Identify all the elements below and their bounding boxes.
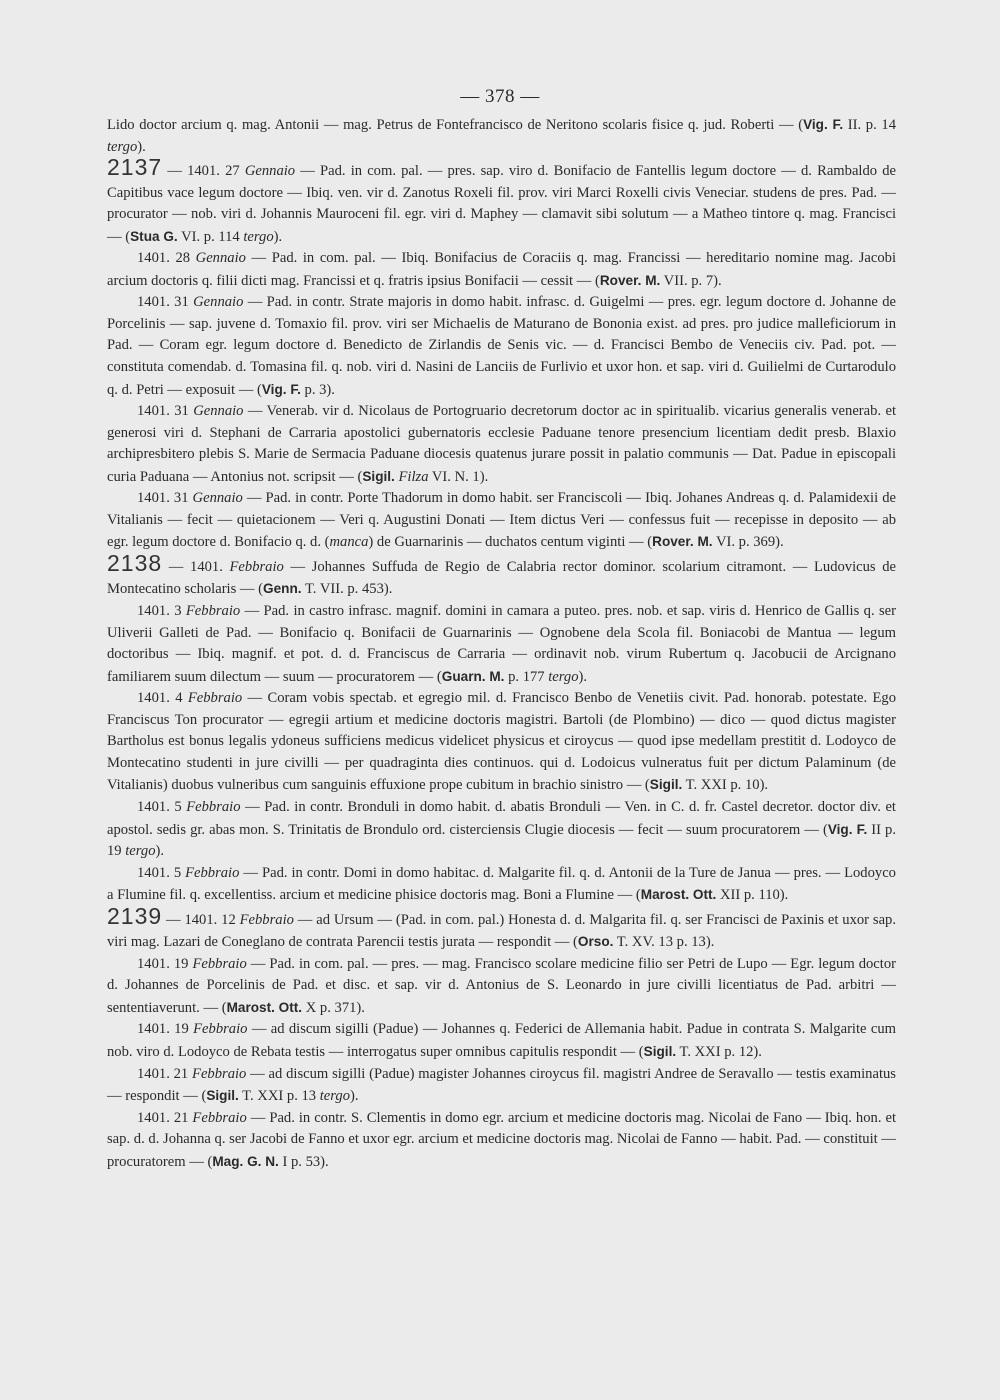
entry-date-month: Gennaio: [195, 250, 246, 267]
entry-text: XII p. 110).: [716, 887, 789, 904]
entry-date-month: Gennaio: [244, 163, 296, 180]
entry-text: ).: [350, 1088, 359, 1105]
entry-date-month: Febbraio: [185, 603, 241, 620]
document-entry: [107, 797, 896, 863]
entry-date-month: Gennaio: [193, 403, 244, 420]
entry-text: X p. 371).: [302, 999, 365, 1016]
archive-reference: Rover. M.: [599, 272, 661, 288]
entry-date-month: Febbraio: [239, 911, 294, 928]
archive-reference: Sigil.: [649, 777, 683, 793]
page-body: [107, 114, 896, 1173]
archive-reference: Marost. Ott.: [640, 887, 717, 903]
entry-text: T. XXI p. 13: [238, 1088, 320, 1105]
entry-text: II p. 19: [107, 821, 896, 860]
entry-text: — 1401. 12: [162, 911, 240, 928]
italic-text: tergo: [319, 1088, 350, 1105]
archive-reference: Stua G.: [130, 228, 178, 244]
entry-text: — ad discum sigilli (Padue) magister Johannes ciroycus fil. magistri Andree de Seravallo — testis examinatus — respondit — (: [107, 1065, 896, 1105]
entry-text: II. p. 14: [843, 117, 896, 133]
entry-text: — Pad. in contr. S. Clementis in domo egr. arcium et medicine doctoris mag. Nicolai de Fano — Ibiq. hon. et sap. d. d. Johanna q. ser Jacobi de Fanno et uxor egr. arcium et medicine doctoris mag. Nicolai de Fanno — habit. Pad. — constituit — procuratorem — (: [107, 1109, 896, 1170]
archive-reference: Orso.: [577, 934, 614, 950]
entry-text: p. 177: [504, 668, 549, 685]
page-number: — 378 —: [460, 86, 540, 107]
entry-text: T. VII. p. 453).: [301, 581, 393, 598]
document-entry: [107, 1064, 896, 1108]
entry-date-month: Gennaio: [193, 294, 244, 311]
entry-text: Lido doctor arcium q. mag. Antonii — mag. Petrus de Fontefrancisco de Neritono scolaris fisice q. jud. Roberti — (: [107, 117, 804, 133]
entry-date-month: Gennaio: [192, 490, 243, 507]
italic-text: tergo: [125, 843, 156, 860]
entry-text: 1401. 31: [137, 490, 193, 507]
entry-date-month: Febbraio: [185, 864, 240, 881]
entry-date-month: Febbraio: [193, 1021, 248, 1038]
archive-reference: Sigil.: [643, 1043, 677, 1059]
document-entry: [107, 488, 896, 554]
entry-text: T. XV. 13 p. 13).: [613, 934, 715, 951]
entry-text: — 1401. 27: [162, 163, 245, 180]
italic-text: tergo: [107, 138, 138, 155]
entry-number: 2139: [107, 902, 163, 929]
entry-text: 1401. 5: [137, 798, 187, 815]
entry-text: VI. p. 369).: [712, 534, 784, 551]
document-entry: [107, 1108, 896, 1174]
entry-text: — Pad. in contr. Bronduli in domo habit. d. abatis Bronduli — Ven. in C. d. fr. Castel decretor. doctor div. et apostol. sedis gr. abas mon. S. Trinitatis de Brondulo ord. cisterciensis Clugie diocesis — fecit — suum procuratorem — (: [107, 798, 896, 838]
entry-text: — Pad. in castro infrasc. magnif. domini in camara a puteo. pres. nob. et sap. viris d. Henrico de Gallis q. ser Uliverii Galleti de Pad. — Bonifacio q. Bonifacii de Guarnarinis — Ognobene dela Scola fil. Boniacobi de Mantua — legum doctoribus — Ibiq. magnif. et pot. d. d. Franciscus de Carraria — ordinavit nob. virum Rubertum q. Jacobucii de Arcignano familiarem suum dilectum — suum — procuratorem — (: [107, 603, 896, 685]
entry-text: T. XXI p. 12).: [676, 1043, 762, 1060]
entry-text: — Venerab. vir d. Nicolaus de Portogruario decretorum doctor ac in spiritualib. vicarius generalis venerab. et generosi viri d. Stephani de Carraria apostolici gubernatoris ecclesie Paduane tenore presencium licentiam dedit presb. Blaxio archipresbitero plebis S. Marie de Sermacia Paduane diocesis quatenus jurare possit in palatio communis — Dat. Padue in episcopali curia Paduana — Antonius not. scripsit — (: [107, 403, 896, 485]
document-entry: [107, 1019, 896, 1063]
document-entry: [107, 292, 896, 401]
archive-reference: Guarn. M.: [441, 668, 505, 684]
archive-reference: Sigil.: [362, 468, 395, 484]
entry-text: T. XXI p. 10).: [682, 777, 769, 794]
document-entry: [107, 549, 897, 601]
entry-text: — Pad. in com. pal. — pres. sap. viro d. Bonifacio de Fantellis legum doctore — d. Rambaldo de Capitibus vace legum doctore — Ibiq. ven. vir d. Zanotus Roxeli fil. prov. viri Marci Roxelli civis Veneciar. studens de pres. Pad. — procurator — nob. viri d. Johannis Mauroceni fil. egr. viri d. Maphey — clamavit sibi solutum — a Matheo tintore q. mag. Francisci — (: [107, 163, 897, 245]
entry-text: ).: [578, 668, 588, 685]
entry-text: 1401. 21: [137, 1109, 193, 1126]
document-entry: [107, 954, 896, 1020]
archive-reference: Mag. G. N.: [212, 1153, 279, 1169]
document-entry: [107, 863, 896, 907]
entry-date-month: Febbraio: [229, 558, 284, 575]
entry-date-month: Febbraio: [186, 798, 241, 815]
document-entry: [107, 601, 896, 688]
entry-text: 1401. 3: [137, 603, 186, 620]
entry-number: 2138: [107, 549, 163, 576]
entry-text: 1401. 28: [137, 250, 196, 267]
archive-reference: Vig. F.: [827, 821, 868, 837]
entry-text: I p. 53).: [278, 1153, 329, 1170]
entry-text: ).: [155, 843, 165, 860]
entry-text: — ad discum sigilli (Padue) — Johannes q. Federici de Allemania habit. Padue in contrata S. Malgarite cum nob. viro d. Lodoyco de Rebata testis — interrogatus super omnibus capitulis respondit — (: [107, 1021, 896, 1060]
entry-text: — Pad. in contr. Strate majoris in domo habit. infrasc. d. Guigelmi — pres. egr. legum doctore d. Johanne de Porcelinis — sap. juvene d. Tomaxio fil. prov. viri ser Michaelis de Maturano de Bononia exist. ad pres. pro judice malleficiorum in Pad. — Coram egr. legum doctore d. Benedicto de Zirlandis de Senis vic. — d. Francisci Bembo de Veneciis civ. Pad. pot. — constituta comendab. d. Tomasina fil. q. nob. viri d. Nasini de Lanciis de Furlivio et uxor hon. et sap. viri d. Guilielmi de Curtarodulo q. d. Petri — exposuit — (: [107, 294, 896, 398]
entry-text: VI. N. 1).: [428, 468, 489, 485]
document-entry: [107, 902, 896, 954]
italic-text: Filza: [398, 468, 429, 485]
entry-date-month: Febbraio: [192, 955, 247, 972]
entry-text: VII. p. 7).: [660, 272, 722, 289]
entry-text: 1401. 19: [137, 955, 193, 972]
entry-text: VI. p. 114: [177, 228, 244, 245]
italic-text: tergo: [243, 228, 274, 245]
archive-reference: Rover. M.: [652, 534, 713, 550]
entry-date-month: Febbraio: [187, 690, 243, 707]
entry-text: ) de Guarnarinis — duchatos centum viginti — (: [368, 534, 653, 551]
entry-text: — Coram vobis spectab. et egregio mil. d. Francisco Benbo de Venetiis civit. Pad. honorab. potestate. Ego Franciscus Ton procurator — egregii artium et medicine doctoris magistri. Bartoli (de Plombino) — dico — quod dictus magister Bartholus est bonus legalis ydoneus sufficiens medicus videlicet physicus et ciroycus — quod ipse medellam prestitit d. Lodoyco de Montecatino studenti in jure civilli — per quadraginta dies continuos. qui d. Lodoicus vulneratus fuit per dictum Palaminum (de Vitalianis) duobus vulneribus cum sanguinis effuxione prope cubitum in brachio sinistro — (: [107, 690, 896, 794]
entry-text: — Pad. in com. pal. — pres. — mag. Francisco scolare medicine filio ser Petri de Lupo — Egr. legum doctor d. Johannes de Porcelinis de Pad. et disc. et sap. vir d. Antonius de S. Leonardo in jure civilli licentiatus de Pad. arbitri — sententiaverunt. — (: [107, 955, 896, 1016]
entry-text: — Pad. in contr. Domi in domo habitac. d. Malgarite fil. q. d. Antonii de la Ture de Janua — pres. — Lodoyco a Flumine fil. q. excellentiss. arcium et medicine phisice doctoris mag. Boni a Flumine — (: [107, 864, 896, 904]
document-entry: [107, 401, 896, 488]
archive-reference: Sigil.: [206, 1088, 239, 1104]
entry-text: — ad Ursum — (Pad. in com. pal.) Honesta d. d. Malgarita fil. q. ser Francisci de Paxinis et uxor sap. viri mag. Lazari de Coneglano de contrata Parencii testis jurata — respondit — (: [107, 911, 896, 951]
archive-reference: Vig. F.: [803, 117, 844, 132]
entry-text: — Pad. in com. pal. — Ibiq. Bonifacius de Coraciis q. mag. Francissi — hereditario nomine mag. Jacobi arcium doctoris q. filii dicti mag. Francissi et q. fratris ipsius Bonifacii — cessit — (: [107, 250, 897, 289]
entry-text: p. 3).: [300, 381, 335, 398]
entry-text: 1401. 31: [137, 403, 194, 420]
entry-number: 2137: [107, 154, 163, 181]
entry-text: — Johannes Suffuda de Regio de Calabria rector dominor. scolarium citramont. — Ludovicus de Montecatino scholaris — (: [107, 558, 897, 598]
document-entry: [107, 248, 896, 292]
archive-reference: Genn.: [263, 581, 302, 597]
entry-text: 1401. 19: [137, 1021, 194, 1038]
entry-text: 1401. 4: [137, 690, 188, 707]
document-entry: [107, 114, 896, 158]
entry-text: — 1401.: [162, 558, 230, 575]
entry-text: ).: [273, 228, 283, 245]
archive-reference: Marost. Ott.: [226, 999, 303, 1015]
entry-text: 1401. 5: [137, 864, 186, 881]
entry-date-month: Febbraio: [192, 1109, 247, 1126]
italic-text: tergo: [548, 668, 579, 685]
entry-date-month: Febbraio: [192, 1065, 247, 1082]
document-entry: [107, 688, 896, 797]
document-entry: [107, 154, 897, 248]
italic-text: manca: [329, 534, 369, 551]
entry-text: — Pad. in contr. Porte Thadorum in domo habit. ser Franciscoli — Ibiq. Johanes Andreas q. d. Palamidexii de Vitalianis — fecit — quietacionem — Veri q. Augustini Donati — Item dictus Veri — confessus fuit — recepisse in deposito — ab egr. legum doctore d. Bonifacio q. d. (: [107, 490, 896, 551]
entry-text: 1401. 31: [137, 294, 194, 311]
archive-reference: Vig. F.: [261, 381, 301, 397]
entry-text: ).: [137, 138, 146, 155]
entry-text: 1401. 21: [137, 1065, 193, 1082]
